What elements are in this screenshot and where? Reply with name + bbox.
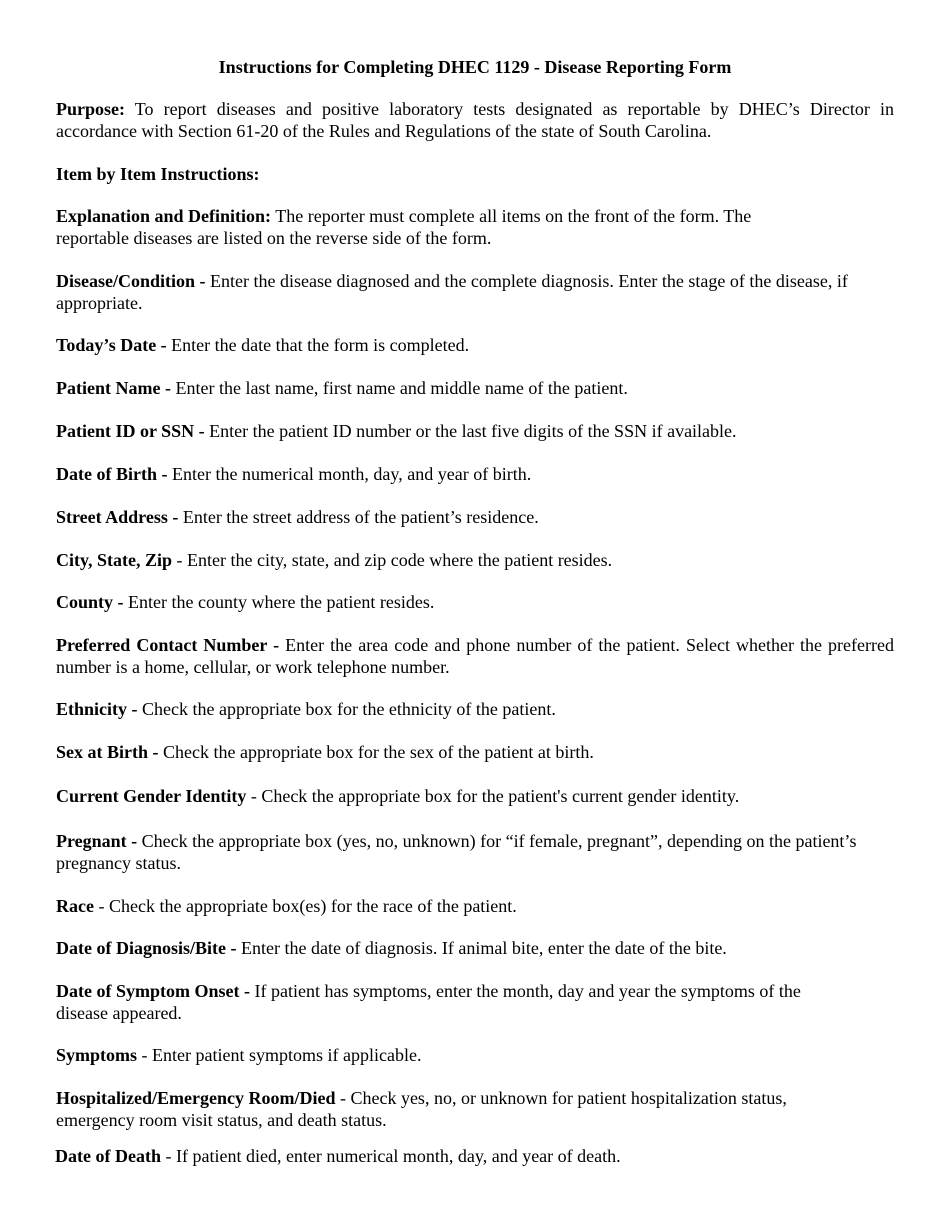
instruction-item-disease-condition	[56, 271, 894, 314]
item-term: Date of Birth -	[56, 464, 168, 484]
item-text: Enter the last name, first name and middle name of the patient.	[170, 378, 628, 398]
instruction-item-ethnicity	[56, 699, 894, 721]
instruction-item-race	[56, 896, 894, 918]
instruction-item-todays-date	[56, 335, 894, 357]
instruction-item-date-of-death	[55, 1146, 893, 1168]
item-term: Ethnicity -	[56, 699, 138, 719]
item-text: Enter the numerical month, day, and year of birth.	[167, 464, 532, 484]
item-text: The reporter must complete all items on the front of the form. The reportable diseases are listed on the reverse side of the form.	[56, 206, 752, 248]
item-term: Sex at Birth -	[56, 742, 159, 762]
item-term: Patient ID or SSN -	[56, 421, 205, 441]
item-term: Pregnant -	[56, 831, 138, 851]
instruction-item-patient-id	[56, 421, 894, 443]
item-text: Enter the date that the form is completed.	[166, 335, 470, 355]
purpose-paragraph	[56, 99, 894, 142]
instruction-item-county	[56, 592, 894, 614]
item-text: - If patient died, enter numerical month, day, and year of death.	[160, 1146, 621, 1166]
instruction-item-city-state-zip	[56, 550, 894, 572]
instruction-item-hospitalized	[56, 1088, 836, 1131]
item-text: Enter the street address of the patient’s residence.	[178, 507, 539, 527]
item-term: Today’s Date -	[56, 335, 167, 355]
item-text: - Enter patient symptoms if applicable.	[137, 1045, 422, 1065]
item-term: Preferred Contact Number -	[56, 635, 280, 655]
item-text: Enter the patient ID number or the last five digits of the SSN if available.	[204, 421, 737, 441]
item-term: Symptoms	[56, 1045, 138, 1065]
item-text: Enter the county where the patient resides.	[123, 592, 435, 612]
instruction-item-sex-at-birth	[56, 742, 894, 764]
document-title: Instructions for Completing DHEC 1129 - Disease Reporting Form	[218, 57, 732, 77]
item-text: Enter the area code and phone number of the patient. Select whether the preferred number is a home, cellular, or work telephone number.	[56, 635, 895, 677]
item-term: County -	[56, 592, 124, 612]
item-text: - Check yes, no, or unknown for patient hospitalization status, emergency room visit status, and death status.	[56, 1088, 787, 1130]
item-term: Date of Symptom Onset -	[56, 981, 250, 1001]
section-heading-text: Item by Item Instructions:	[56, 164, 260, 184]
instruction-item-symptoms	[56, 1045, 894, 1067]
item-term: Hospitalized/Emergency Room/Died	[56, 1088, 336, 1108]
item-text: - Check the appropriate box(es) for the race of the patient.	[93, 896, 517, 916]
item-term: Race	[56, 896, 94, 916]
instruction-item-gender-identity	[56, 786, 894, 808]
item-text: - Enter the city, state, and zip code where the patient resides.	[172, 550, 613, 570]
instruction-item-street-address	[56, 507, 894, 529]
item-term: Disease/Condition -	[56, 271, 206, 291]
instruction-item-explanation	[56, 206, 826, 249]
purpose-label: Purpose:	[56, 99, 125, 119]
item-text: - Check the appropriate box for the patient's current gender identity.	[246, 786, 740, 806]
item-text: If patient has symptoms, enter the month, day and year the symptoms of the disease appeared.	[56, 981, 801, 1023]
item-term: City, State, Zip	[56, 550, 173, 570]
item-text: Enter the date of diagnosis. If animal bite, enter the date of the bite.	[236, 938, 727, 958]
instruction-item-date-of-diagnosis	[56, 938, 894, 960]
section-heading	[56, 164, 894, 186]
item-term: Patient Name -	[56, 378, 171, 398]
item-text: Enter the disease diagnosed and the complete diagnosis. Enter the stage of the disease, if appropriate.	[56, 271, 848, 313]
instruction-item-pregnant	[56, 831, 894, 874]
item-term: Explanation and Definition:	[56, 206, 272, 226]
purpose-text: To report diseases and positive laboratory tests designated as reportable by DHEC’s Director in accordance with Section 61-20 of the Rules and Regulations of the state of South Carolina.	[56, 99, 894, 141]
instruction-item-preferred-contact	[56, 635, 894, 678]
item-text: Check the appropriate box for the sex of the patient at birth.	[158, 742, 594, 762]
item-term: Current Gender Identity	[56, 786, 247, 806]
item-term: Date of Death	[55, 1146, 161, 1166]
item-term: Street Address -	[56, 507, 179, 527]
instruction-item-date-of-birth	[56, 464, 894, 486]
item-text: Check the appropriate box for the ethnicity of the patient.	[137, 699, 556, 719]
item-term: Date of Diagnosis/Bite -	[56, 938, 237, 958]
instruction-item-patient-name	[56, 378, 894, 400]
instruction-item-symptom-onset	[56, 981, 856, 1024]
item-text: Check the appropriate box (yes, no, unknown) for “if female, pregnant”, depending on the patient’s pregnancy status.	[56, 831, 857, 873]
